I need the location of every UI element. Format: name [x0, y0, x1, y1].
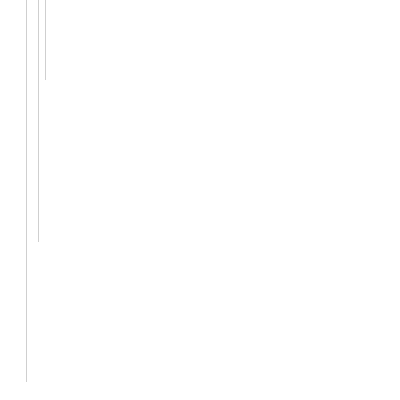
- quote-rule-middle: [38, 0, 39, 242]
- quote-rule-outer: [26, 0, 27, 382]
- quote-rule-inner: [45, 0, 46, 80]
